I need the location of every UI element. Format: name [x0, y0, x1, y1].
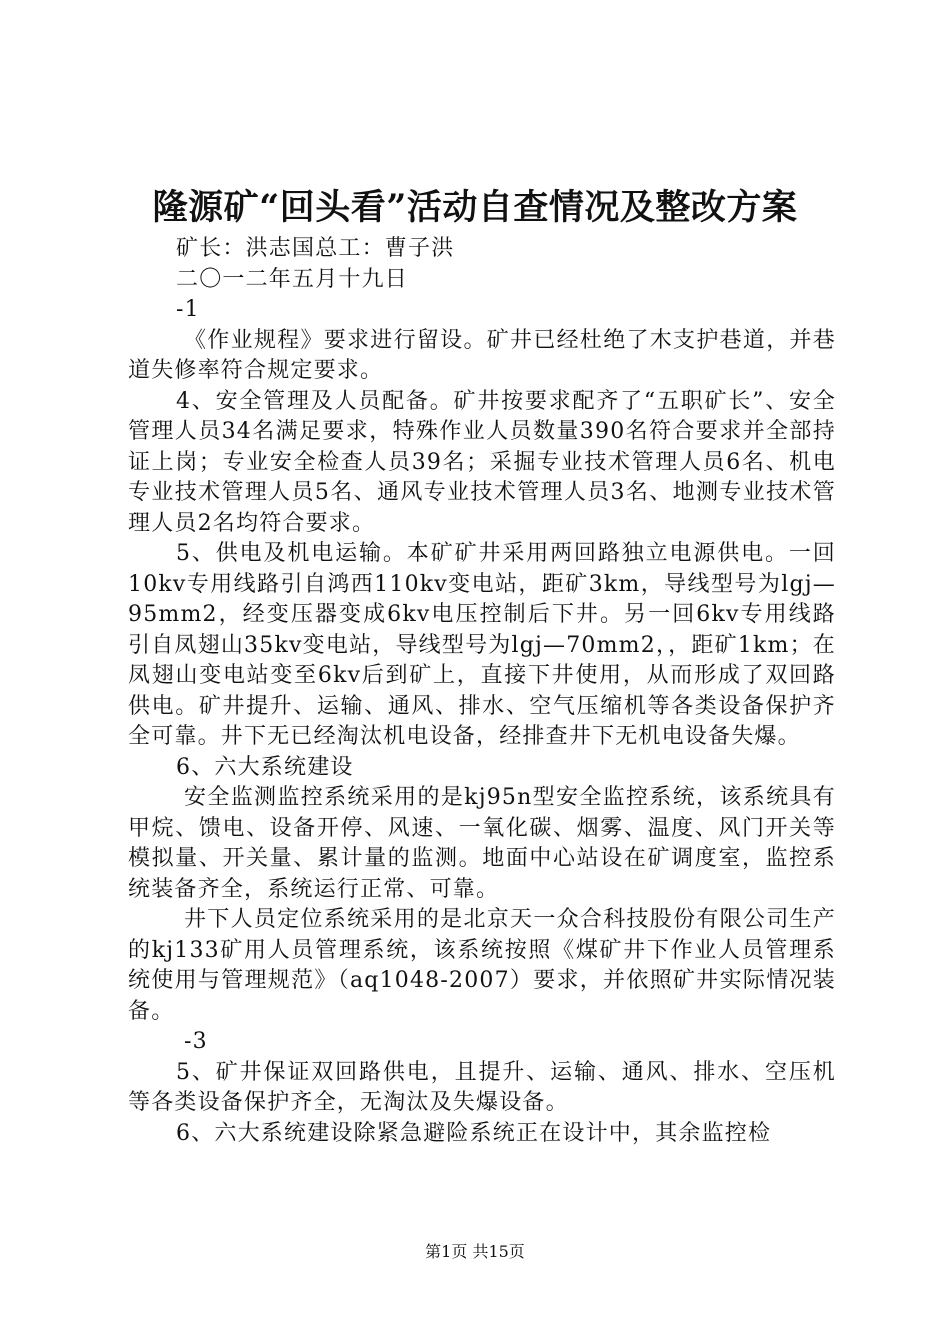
paragraph-power-supply: 5、供电及机电运输。本矿矿井采用两回路独立电源供电。一回10kv专用线路引自鸿西110kv变电站，距矿3km，导线型号为lgj—95mm2，经变压器变成6kv电压控制后下井。另一回6kv专用线路引自凤翅山35kv变电站，导线型号为lgj—70mm2，，距矿1km；在凤翅山变电站变至6kv后到矿上，直接下井使用，从而形成了双回路供电。矿井提升、运输、通风、排水、空气压缩机等各类设备保护齐全可靠。井下无已经淘汰机电设备，经排查井下无机电设备失爆。 [128, 541, 836, 749]
document-title: 隆源矿“回头看”活动自查情况及整改方案 [152, 187, 798, 228]
paragraph-six-systems-status: 6、六大系统建设除紧急避险系统正在设计中，其余监控检 [176, 1120, 772, 1146]
paragraph-regulations: 《作业规程》要求进行留设。矿井已经杜绝了木支护巷道，并巷道失修率符合规定要求。 [128, 327, 836, 383]
paragraph-dual-power: 5、矿井保证双回路供电，且提升、运输、通风、排水、空压机等各类设备保护齐全，无淘汰及失爆设备。 [128, 1059, 836, 1115]
paragraph-monitoring-system: 安全监测监控系统采用的是kj95n型安全监控系统，该系统具有甲烷、馈电、设备开停、风速、一氧化碳、烟雾、温度、风门开关等模拟量、开关量、累计量的监测。地面中心站设在矿调度室，监控系统装备齐全，系统运行正常、可靠。 [128, 785, 836, 902]
signatories-line: 矿长：洪志国总工：曹子洪 [176, 236, 455, 261]
section-heading-six-systems: 6、六大系统建设 [176, 754, 354, 780]
date-line: 二〇一二年五月十九日 [176, 266, 409, 292]
paragraph-safety-management: 4、安全管理及人员配备。矿井按要求配齐了“五职矿长”、安全管理人员34名满足要求，特殊作业人员数量390名符合要求并全部持证上岗；专业安全检查人员39名；采掘专业技术管理人员6名、机电专业技术管理人员5名、通风专业技术管理人员3名、地测专业技术管理人员2名均符合要求。 [128, 388, 836, 536]
paragraph-personnel-positioning: 井下人员定位系统采用的是北京天一众合科技股份有限公司生产的kj133矿用人员管理系统，该系统按照《煤矿井下作业人员管理系统使用与管理规范》（aq1048-2007）要求，并依照矿井实际情况装备。 [128, 907, 836, 1024]
page-marker: -1 [176, 297, 200, 322]
document-body [128, 234, 836, 1149]
page-marker: -3 [184, 1029, 208, 1054]
page-footer: 第1页 共15页 [425, 1242, 525, 1261]
